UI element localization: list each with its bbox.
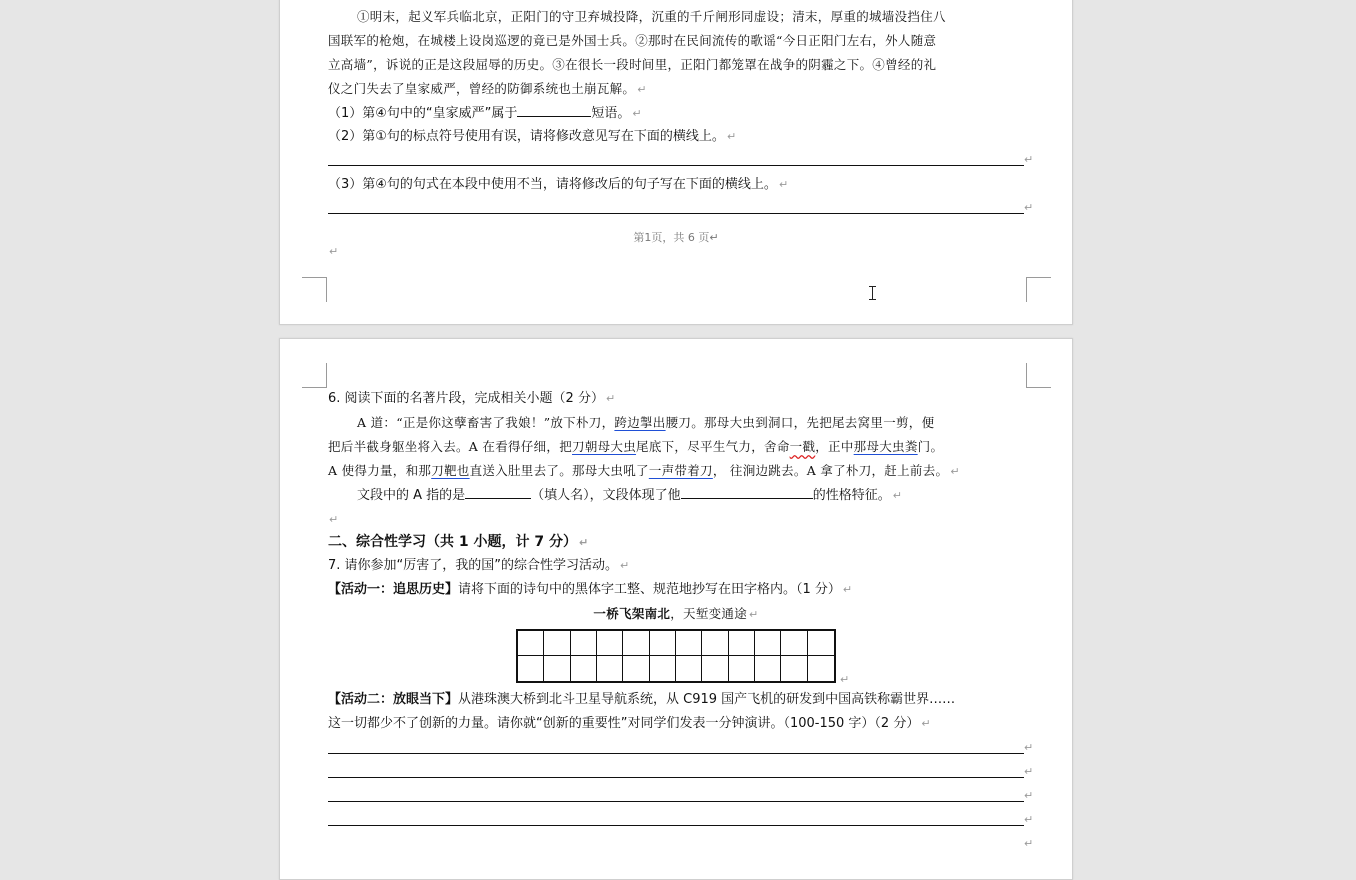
paragraph-mark-icon: ↵: [329, 245, 339, 258]
question-2: （2）第①句的标点符号使用有误，请将修改意见写在下面的横线上。 ↵: [328, 129, 737, 144]
answer-line[interactable]: [328, 801, 1024, 802]
tianzige-grid[interactable]: [516, 629, 836, 683]
paragraph-mark-icon: ↵: [1024, 201, 1034, 214]
activity-1: 【活动一：追思历史】请将下面的诗句中的黑体字工整、规范地抄写在田字格内。（1 分） ↵: [328, 582, 853, 597]
page-footer: 第1页，共 6 页↵: [633, 231, 719, 244]
question-6-prompt: 文段中的 A 指的是 （填人名），文段体现了他 的性格特征。 ↵: [328, 485, 1024, 506]
crop-mark-top-left: [302, 363, 327, 388]
section-heading: 二、综合性学习（共 1 小题，计 7 分） ↵: [328, 534, 589, 550]
paragraph-mark-icon: ↵: [1024, 741, 1034, 754]
paragraph-mark-icon: ↵: [778, 178, 789, 191]
activity-2: 【活动二：放眼当下】从港珠澳大桥到北斗卫星导航系统，从 C919 国产飞机的研发到中国高铁称霸世界……: [328, 692, 956, 707]
crop-mark-top-right: [1026, 363, 1051, 388]
paragraph-mark-icon: ↵: [620, 559, 630, 572]
answer-line[interactable]: [328, 213, 1024, 214]
answer-line[interactable]: [328, 753, 1024, 754]
question-6-title: 6. 阅读下面的名著片段，完成相关小题（2 分） ↵: [328, 391, 616, 406]
answer-blank[interactable]: [465, 485, 531, 499]
paragraph-mark-icon: ↵: [578, 536, 589, 549]
document-page-1[interactable]: [279, 0, 1073, 325]
excerpt-line: 把后半截身躯坐将入去。A 在看得仔细，把刀朝母大虫尾底下，尽平生气力，舍命一戳，正中那母大虫粪门。: [328, 439, 944, 454]
paragraph-mark-icon: ↵: [637, 83, 647, 96]
paragraph-mark-icon: ↵: [1024, 837, 1034, 850]
paragraph-mark-icon: ↵: [840, 673, 850, 686]
answer-line[interactable]: [328, 777, 1024, 778]
paragraph-mark-icon: ↵: [329, 513, 339, 526]
passage-line: 仪之门失去了皇家威严，曾经的防御系统也土崩瓦解。 ↵: [328, 81, 647, 96]
crop-mark-bottom-left: [302, 277, 327, 302]
paragraph-mark-icon: ↵: [921, 717, 931, 730]
document-page-2[interactable]: [279, 338, 1073, 880]
answer-blank[interactable]: [517, 103, 591, 117]
question-3: （3）第④句的句式在本段中使用不当，请将修改后的句子写在下面的横线上。 ↵: [328, 177, 789, 192]
paragraph-mark-icon: ↵: [749, 608, 759, 621]
answer-line[interactable]: [328, 165, 1024, 166]
paragraph-mark-icon: ↵: [605, 392, 616, 405]
answer-blank[interactable]: [681, 485, 813, 499]
paragraph-mark-icon: ↵: [1024, 765, 1034, 778]
paragraph-mark-icon: ↵: [709, 231, 719, 244]
paragraph-mark-icon: ↵: [842, 583, 853, 596]
paragraph-mark-icon: ↵: [1024, 153, 1034, 166]
excerpt-line: A 使得力量，和那刀靶也直送入肚里去了。那母大虫吼了一声带着刀， 往涧边跳去。A 拿了朴刀，赶上前去。 ↵: [328, 463, 960, 478]
activity-2-continued: 这一切都少不了创新的力量。请你就“创新的重要性”对同学们发表一分钟演讲。（100-150 字）（2 分） ↵: [328, 716, 931, 731]
question-7-title: 7. 请你参加“厉害了，我的国”的综合性学习活动。 ↵: [328, 558, 630, 573]
excerpt-line: A 道：“正是你这孽畜害了我娘！”放下朴刀，跨边掣出腰刀。那母大虫到洞口，先把尾去窝里一剪，便: [357, 415, 935, 430]
text-cursor-icon: [872, 286, 873, 300]
question-1: （1）第④句中的“皇家威严”属于 短语。 ↵: [328, 103, 1024, 124]
crop-mark-bottom-right: [1026, 277, 1051, 302]
paragraph-mark-icon: ↵: [892, 489, 902, 502]
passage-line: 立高墙”，诉说的正是这段屈辱的历史。③在很长一段时间里，正阳门都笼罩在战争的阴霾之下。④曾经的礼: [328, 57, 937, 72]
paragraph-mark-icon: ↵: [726, 130, 737, 143]
paragraph-mark-icon: ↵: [1024, 789, 1034, 802]
poem-line: 一桥飞架南北，天堑变通途 ↵: [593, 606, 759, 621]
paragraph-mark-icon: ↵: [950, 465, 960, 478]
paragraph-mark-icon: ↵: [632, 107, 642, 120]
passage-line: 国联军的枪炮，在城楼上设岗巡逻的竟已是外国士兵。②那时在民间流传的歌谣“今日正阳门左右，外人随意: [328, 33, 937, 48]
passage-line: ①明末，起义军兵临北京，正阳门的守卫弃城投降，沉重的千斤闸形同虚设；清末，厚重的城墙没挡住八: [357, 9, 946, 24]
paragraph-mark-icon: ↵: [1024, 813, 1034, 826]
answer-line[interactable]: [328, 825, 1024, 826]
